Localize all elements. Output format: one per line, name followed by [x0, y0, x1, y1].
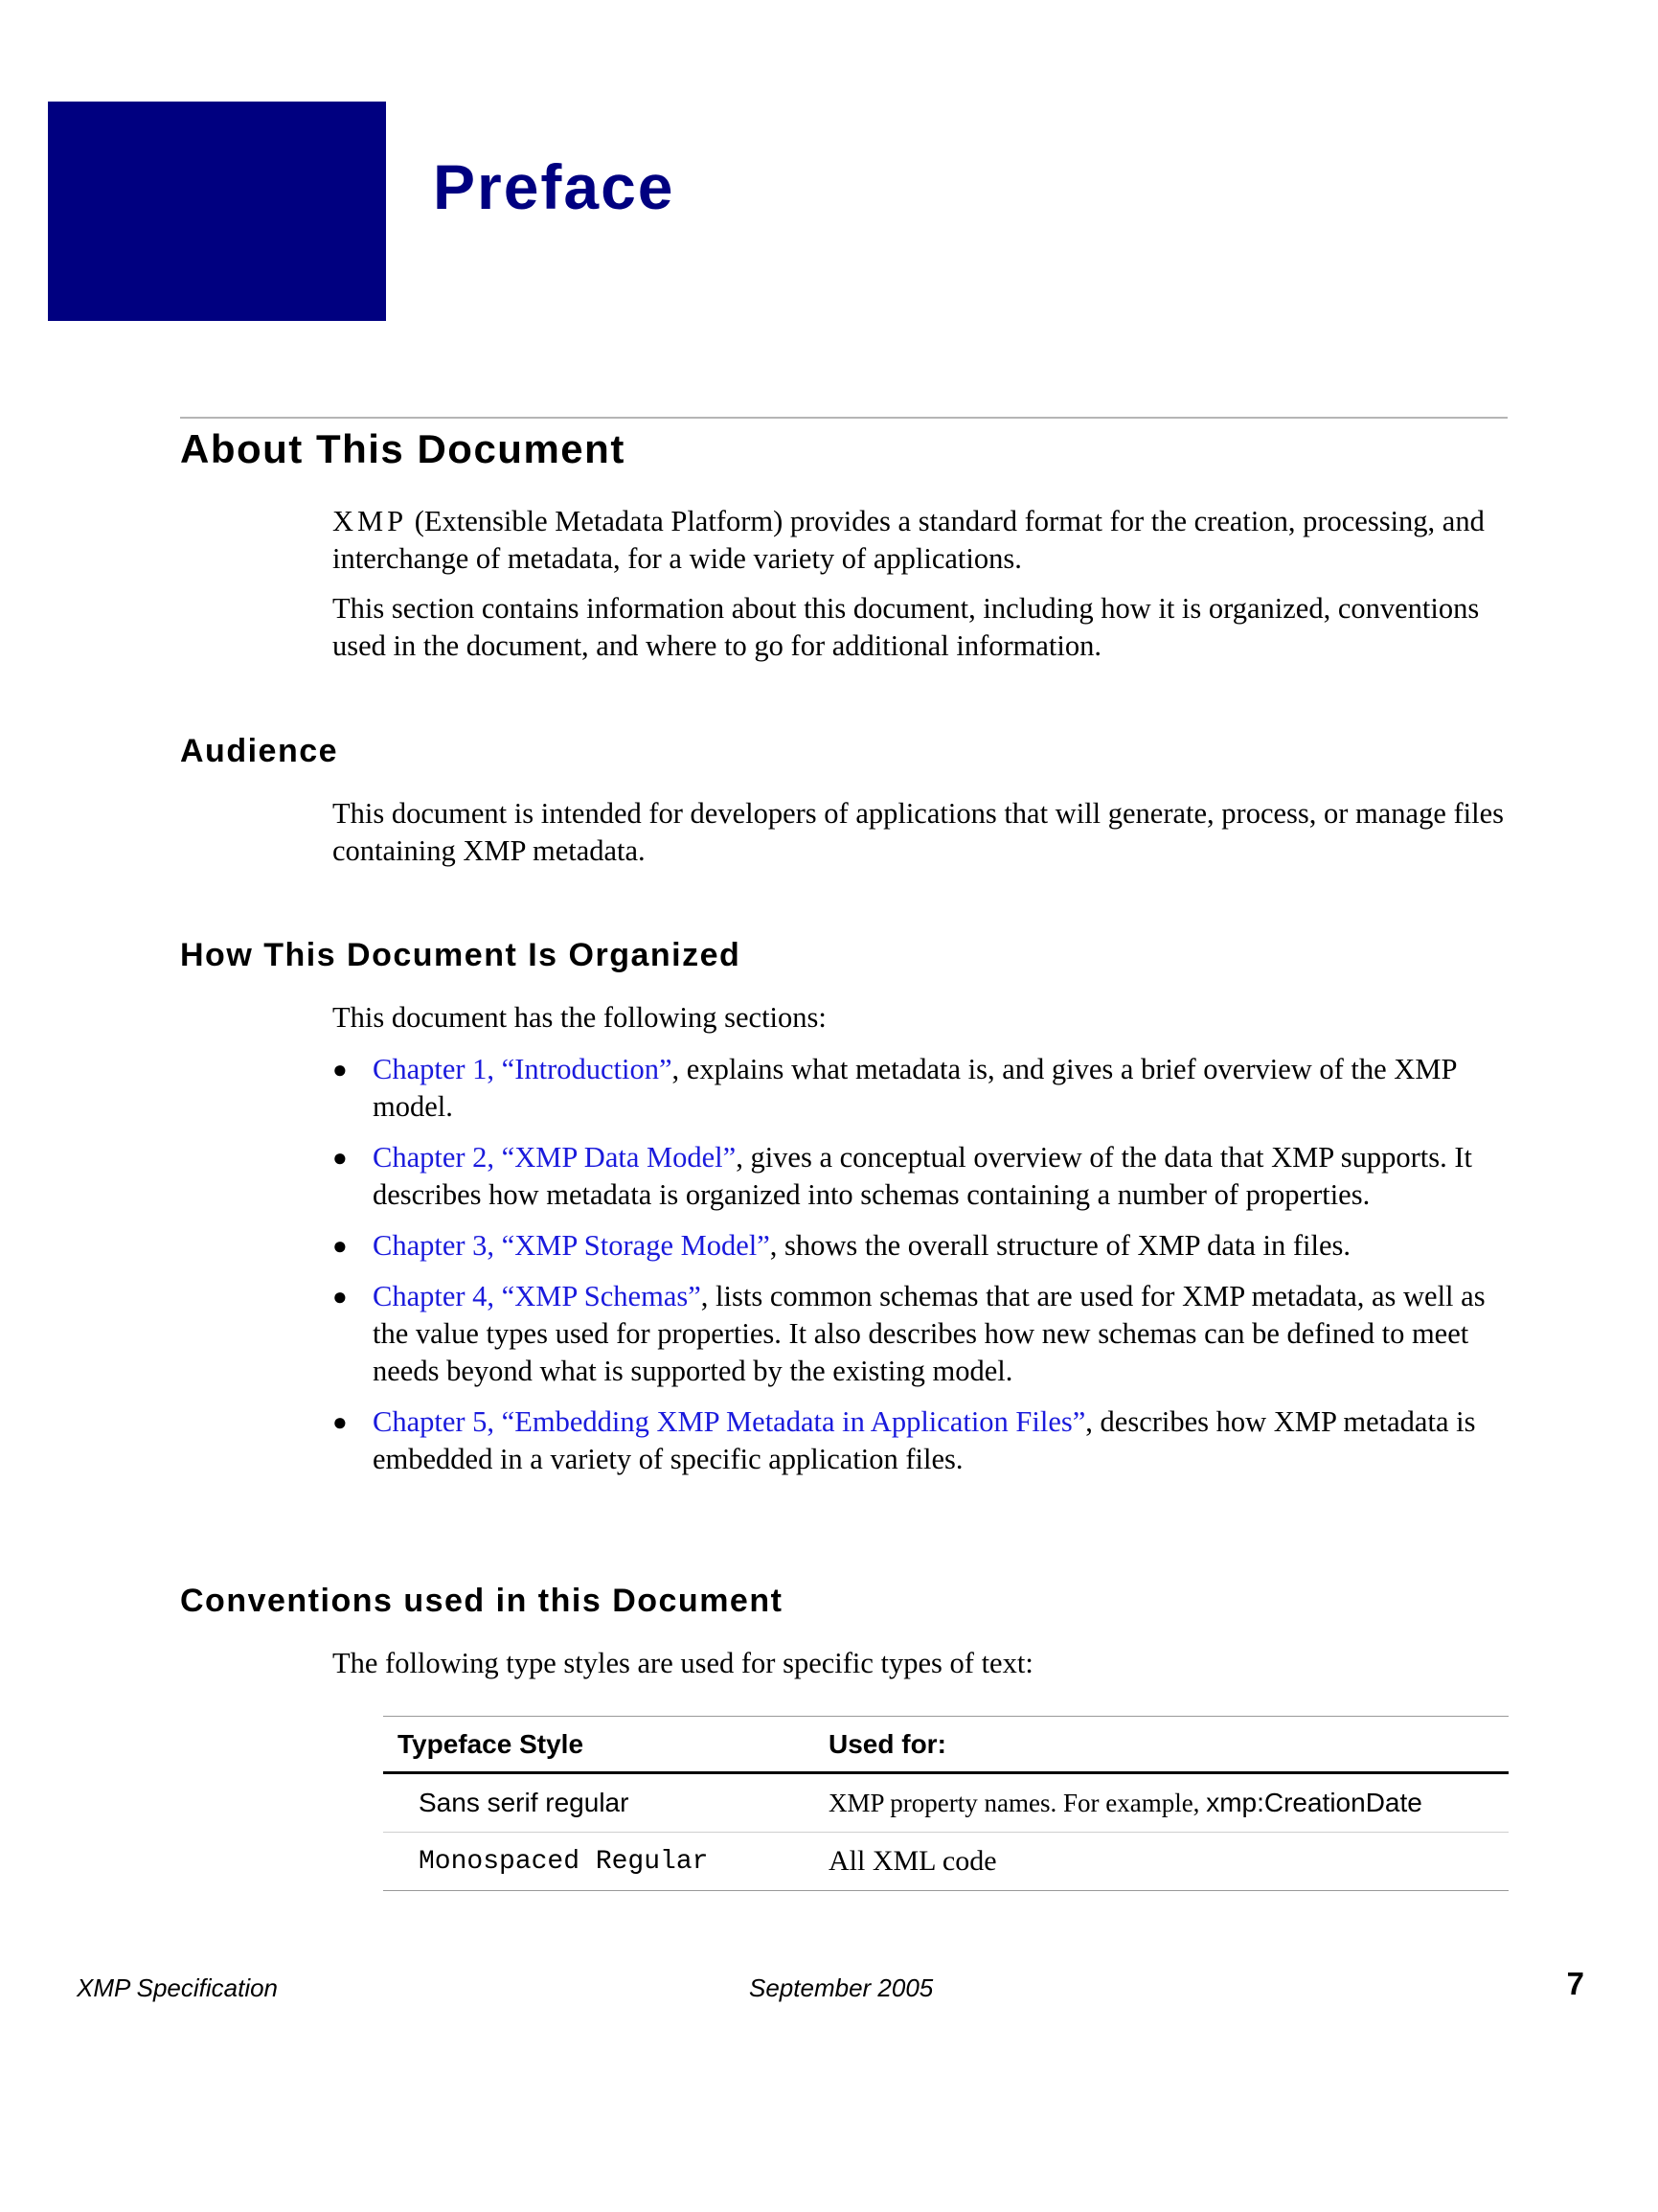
table-header-cell: Used for: [829, 1728, 946, 1759]
table-cell-usage: All XML code [829, 1845, 997, 1877]
audience-heading: Audience [180, 733, 339, 769]
section-divider [180, 417, 1508, 419]
list-item [332, 1051, 1515, 1126]
list-item-text: , lists common schemas that are used for XMP metadata, as well as the value types used for properties. It also describes how new schemas can be defined to meet needs beyond what is supported by the existing model. [373, 1280, 1486, 1387]
bullet-icon: ● [332, 1408, 348, 1436]
list-item [332, 1403, 1515, 1478]
xmp-abbreviation: XMP [332, 505, 408, 537]
organization-intro: This document has the following sections: [332, 1001, 827, 1034]
typeface-table [383, 1716, 1509, 1891]
usage-example: xmp:CreationDate [1206, 1788, 1422, 1817]
page-number: 7 [1566, 1966, 1584, 2001]
bullet-icon: ● [332, 1144, 348, 1172]
footer-doc-title: XMP Specification [77, 1973, 279, 2002]
list-item [332, 1278, 1515, 1390]
chapter-3-link[interactable]: Chapter 3, “XMP Storage Model” [373, 1229, 770, 1262]
list-item-text: , explains what metadata is, and gives a brief overview of the XMP model. [373, 1053, 1457, 1123]
chapter-title: Preface [433, 151, 675, 222]
conventions-intro: The following type styles are used for specific types of text: [332, 1647, 1033, 1679]
table-cell-style: Monospaced Regular [419, 1846, 709, 1877]
list-item [332, 1139, 1515, 1214]
about-heading: About This Document [180, 426, 625, 471]
chapter-list [332, 1051, 1515, 1492]
list-item-text: , shows the overall structure of XMP data in files. [769, 1229, 1351, 1262]
conventions-heading: Conventions used in this Document [180, 1583, 784, 1619]
bullet-icon: ● [332, 1232, 348, 1260]
about-paragraph-1 [332, 503, 1515, 578]
bullet-icon: ● [332, 1283, 348, 1311]
table-header-cell: Typeface Style [397, 1728, 584, 1759]
list-item [332, 1227, 1515, 1265]
chapter-2-link[interactable]: Chapter 2, “XMP Data Model” [373, 1141, 737, 1174]
chapter-5-link[interactable]: Chapter 5, “Embedding XMP Metadata in Application Files” [373, 1405, 1086, 1438]
usage-text: XMP property names. For example, [829, 1789, 1207, 1817]
organization-heading: How This Document Is Organized [180, 937, 741, 973]
list-item-text: , gives a conceptual overview of the data that XMP supports. It describes how metadata is organized into schemas containing a number of properties. [373, 1141, 1472, 1211]
about-paragraph-2: This section contains information about this document, including how it is organized, conventions used in the document, and where to go for additional information. [332, 592, 1480, 662]
list-item-text: , describes how XMP metadata is embedded in a variety of specific application files. [373, 1405, 1476, 1475]
audience-paragraph: This document is intended for developers of applications that will generate, process, or manage files containing XMP metadata. [332, 797, 1505, 867]
chapter-1-link[interactable]: Chapter 1, “Introduction” [373, 1053, 672, 1085]
table-header-row [383, 1717, 1509, 1774]
about-paragraph-1-text: (Extensible Metadata Platform) provides a standard format for the creation, processing, and interchange of metadata, for a wide variety of applications. [332, 505, 1485, 575]
footer-date: September 2005 [749, 1973, 934, 2002]
chapter-color-block [48, 102, 386, 321]
table-cell-style: Sans serif regular [419, 1788, 629, 1817]
table-row [383, 1833, 1509, 1891]
chapter-4-link[interactable]: Chapter 4, “XMP Schemas” [373, 1280, 701, 1312]
table-cell-usage [829, 1788, 1509, 1818]
bullet-icon: ● [332, 1056, 348, 1083]
table-row [383, 1774, 1509, 1833]
